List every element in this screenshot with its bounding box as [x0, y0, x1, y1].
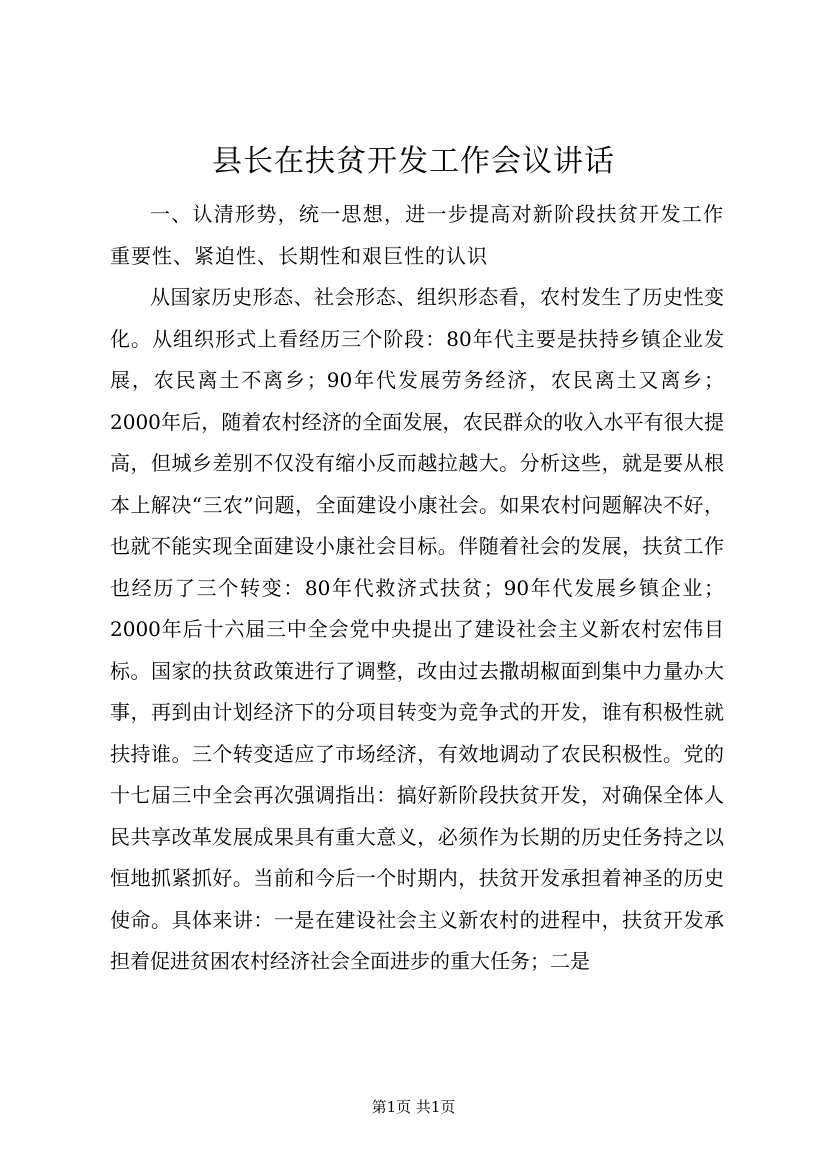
document-body [110, 194, 724, 983]
section-heading: 一、认清形势，统一思想，进一步提高对新阶段扶贫开发工作重要性、紧迫性、长期性和艰巨性的认识 [110, 202, 724, 268]
page-footer: 第1页 共1页 [371, 1098, 456, 1116]
document-title: 县长在扶贫开发工作会议讲话 [212, 144, 615, 179]
body-paragraph: 从国家历史形态、社会形态、组织形态看，农村发生了历史性变化。从组织形式上看经历三个阶段：80年代主要是扶持乡镇企业发展，农民离土不离乡；90年代发展劳务经济，农民离土又离乡；2000年后，随着农村经济的全面发展，农民群众的收入水平有很大提高，但城乡差别不仅没有缩小反而越拉越大。分析这些，就是要从根本上解决“三农”问题，全面建设小康社会。如果农村问题解决不好，也就不能实现全面建设小康社会目标。伴随着社会的发展，扶贫工作也经历了三个转变：80年代救济式扶贫；90年代发展乡镇企业；2000年后十六届三中全会党中央提出了建设社会主义新农村宏伟目标。国家的扶贫政策进行了调整，改由过去撒胡椒面到集中力量办大事，再到由计划经济下的分项目转变为竞争式的开发，谁有积极性就扶持谁。三个转变适应了市场经济，有效地调动了农民积极性。党的十七届三中全会再次强调指出：搞好新阶段扶贫开发，对确保全体人民共享改革发展成果具有重大意义，必须作为长期的历史任务持之以恒地抓紧抓好。当前和今后一个时期内，扶贫开发承担着神圣的历史使命。具体来讲：一是在建设社会主义新农村的进程中，扶贫开发承担着促进贫困农村经济社会全面进步的重大任务；二是 [110, 285, 724, 973]
